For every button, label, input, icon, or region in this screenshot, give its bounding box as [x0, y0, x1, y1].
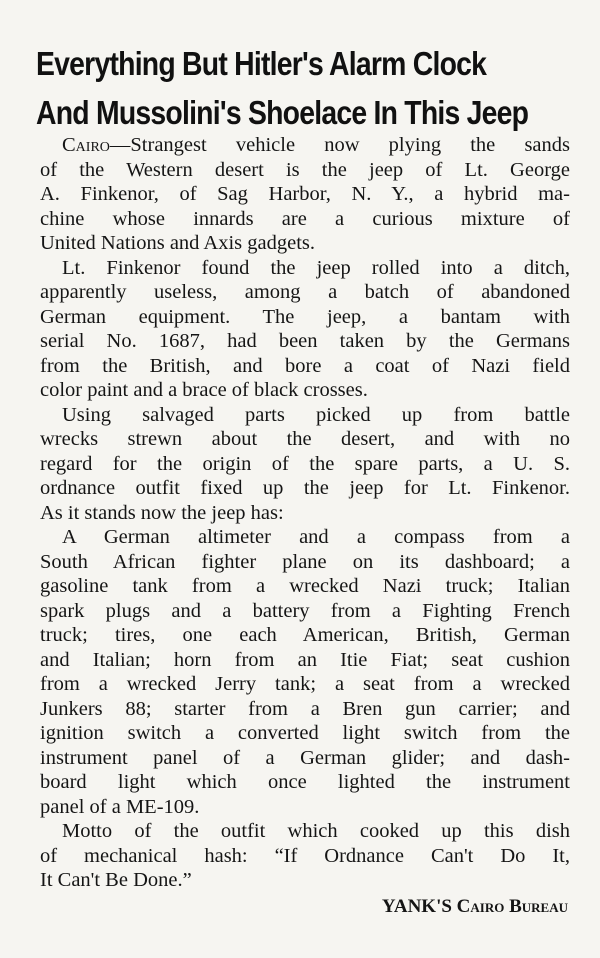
article-line: spark plugs and a battery from a Fighting French [40, 599, 570, 622]
article-line: ignition switch a converted light switch from the [40, 722, 570, 744]
article-line: Junkers 88; starter from a Bren gun carrier; and [40, 697, 570, 720]
article-line: chine whose innards are a curious mixture of [40, 207, 570, 230]
article-line: South African fighter plane on its dashboard; a [40, 550, 570, 573]
article-body [40, 133, 570, 893]
article-line: ordnance outfit fixed up the jeep for Lt. Finkenor. [40, 477, 570, 499]
article-line: panel of a ME-109. [40, 795, 200, 818]
headline-line-1: Everything But Hitler's Alarm Clock [36, 45, 487, 82]
byline [382, 896, 568, 918]
article-line: German equipment. The jeep, a bantam with [40, 305, 570, 328]
article-line: United Nations and Axis gadgets. [40, 232, 316, 254]
article-line: Using salvaged parts picked up from battle [62, 403, 570, 426]
article-line: regard for the origin of the spare parts, a U. S. [40, 452, 570, 475]
article-line: wrecks strewn about the desert, and with no [40, 428, 570, 450]
dateline: Cairo [62, 134, 110, 156]
article-line: color paint and a brace of black crosses. [40, 379, 368, 401]
article-line: of the Western desert is the jeep of Lt. George [40, 158, 570, 181]
article-line: It Can't Be Done.” [40, 869, 192, 891]
article-line: apparently useless, among a batch of abandoned [40, 281, 570, 303]
article-line: serial No. 1687, had been taken by the Germans [40, 330, 570, 352]
article-line: Lt. Finkenor found the jeep rolled into a ditch, [62, 256, 570, 279]
article-line: and Italian; horn from an Itie Fiat; seat cushion [40, 648, 570, 671]
article-line: Motto of the outfit which cooked up this dish [62, 820, 570, 842]
article-line: board light which once lighted the instrument [40, 771, 570, 793]
article-line: Cairo—Strangest vehicle now plying the sands [62, 134, 570, 156]
article-line: As it stands now the jeep has: [40, 501, 284, 524]
article-line: A German altimeter and a compass from a [62, 526, 570, 548]
article-line: from a wrecked Jerry tank; a seat from a wrecked [40, 673, 570, 695]
article-line: instrument panel of a German glider; and dash- [40, 746, 570, 769]
article-line: A. Finkenor, of Sag Harbor, N. Y., a hybrid ma- [40, 183, 570, 205]
article-line: from the British, and bore a coat of Nazi field [40, 354, 570, 377]
byline-prefix: YANK'S [381, 896, 457, 917]
article-line: gasoline tank from a wrecked Nazi truck; Italian [40, 575, 570, 597]
article-line: truck; tires, one each American, British, German [40, 624, 570, 646]
headline-line-2: And Mussolini's Shoelace In This Jeep [36, 94, 529, 131]
article-line: of mechanical hash: “If Ordnance Can't Do It, [40, 844, 570, 867]
byline-bureau: Cairo Bureau [456, 896, 568, 917]
